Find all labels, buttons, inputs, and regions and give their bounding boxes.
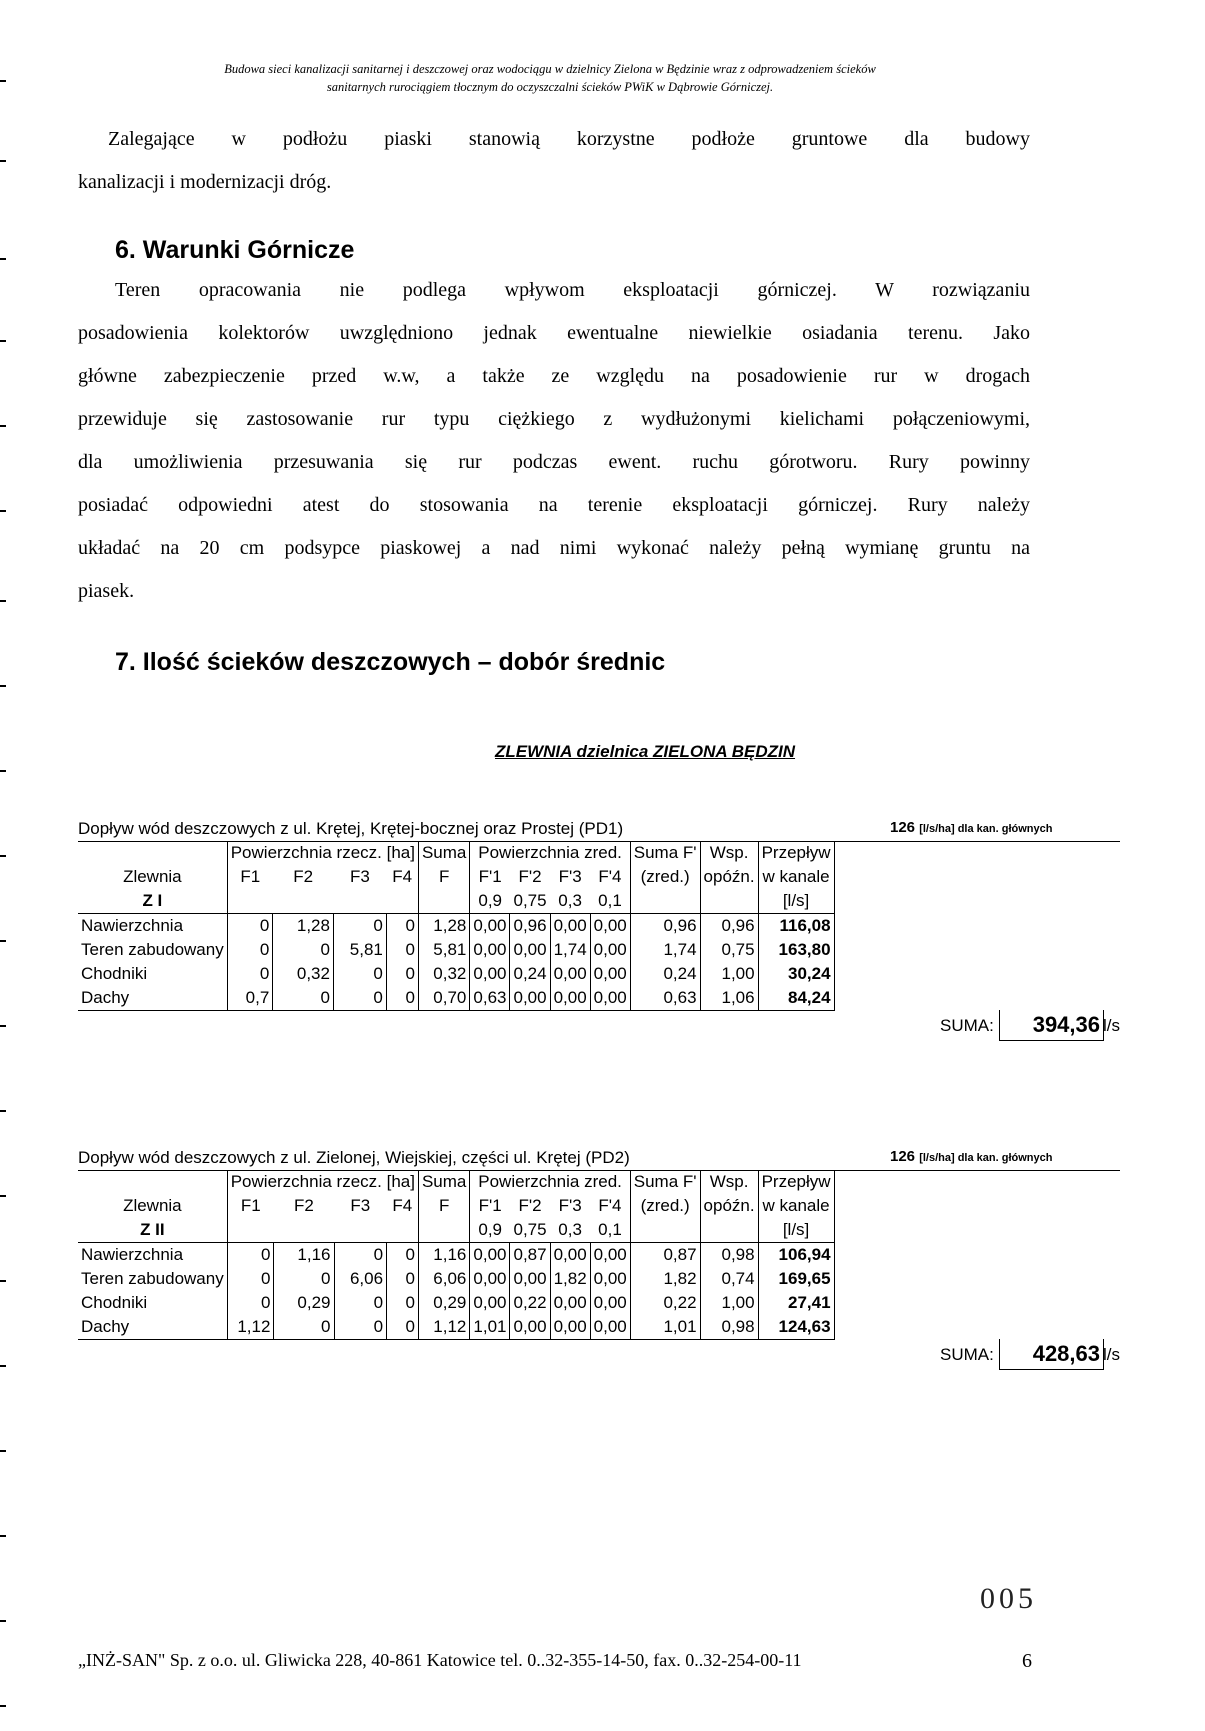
- table-cell: 0,63: [630, 986, 700, 1011]
- header-cell: F'4: [590, 865, 630, 889]
- header-cell: F2: [294, 1196, 314, 1215]
- sum-value: 428,63: [999, 1339, 1104, 1370]
- table-cell: 0: [274, 1315, 334, 1340]
- table-cell: 0: [386, 962, 418, 986]
- header-cell: Zlewnia: [78, 865, 227, 889]
- table-cell: 0,00: [550, 914, 590, 939]
- table-cell: 0: [386, 938, 418, 962]
- table-cell: 0: [387, 1243, 419, 1268]
- flow-cell: 30,24: [758, 962, 834, 986]
- table-cell: 0: [227, 1291, 274, 1315]
- table-cell: 1,00: [700, 1291, 758, 1315]
- row-label: Dachy: [78, 986, 227, 1011]
- row-label: Nawierzchnia: [78, 914, 227, 939]
- header-cell: w kanale: [758, 865, 834, 889]
- table-row: [78, 962, 834, 986]
- table-cell: 5,81: [418, 938, 469, 962]
- row-label: Dachy: [78, 1315, 227, 1340]
- table-cell: 0: [334, 1315, 387, 1340]
- paragraph-line: piasek.: [78, 580, 135, 602]
- table-cell: 0,32: [273, 962, 334, 986]
- header-cell: F: [418, 865, 469, 889]
- header-cell: [78, 841, 227, 865]
- table-cell: 0,75: [700, 938, 758, 962]
- table-grid: [78, 1170, 835, 1340]
- table-cell: 0,00: [590, 1291, 630, 1315]
- reduction-coef: 0,3: [550, 1218, 590, 1243]
- table-cell: 1,16: [274, 1243, 334, 1268]
- margin-mark: [0, 340, 6, 342]
- table-cell: 5,81: [333, 938, 386, 962]
- table-cell: 0,00: [510, 1315, 550, 1340]
- table-cell: 0,98: [700, 1243, 758, 1268]
- header-row-3: [78, 889, 834, 914]
- reduction-coef: 0,9: [470, 889, 510, 914]
- header-cell: F1: [240, 1196, 261, 1215]
- table-cell: 0,00: [510, 938, 550, 962]
- header-row-3: [78, 1218, 834, 1243]
- table-cell: 0,00: [590, 1243, 630, 1268]
- table-cell: 1,01: [630, 1315, 700, 1340]
- table-row: [78, 1291, 834, 1315]
- table-cell: 0,00: [590, 938, 630, 962]
- table-cell: 0: [333, 914, 386, 939]
- section-6-paragraph: [115, 269, 1030, 312]
- row-label: Teren zabudowany: [78, 1267, 227, 1291]
- header-cell: Przepływ: [758, 841, 834, 865]
- header-cell: F2: [293, 867, 314, 886]
- table-cell: 0: [273, 986, 334, 1011]
- header-cell: [78, 1170, 227, 1194]
- header-cell: Wsp.: [700, 1170, 758, 1194]
- table-cell: 0: [227, 938, 273, 962]
- table-cell: 0: [273, 938, 334, 962]
- catchment-id: Z II: [78, 1218, 227, 1243]
- margin-mark: [0, 1110, 6, 1112]
- table-cell: 0,74: [700, 1267, 758, 1291]
- reduction-coef: 0,1: [590, 1218, 630, 1243]
- table-row: [78, 1243, 834, 1268]
- table-cell: 0,00: [470, 1267, 510, 1291]
- table-cell: 0: [386, 986, 418, 1011]
- reduction-coef: 0,75: [510, 1218, 550, 1243]
- header-row-1: [78, 1170, 834, 1194]
- header-row-1: [78, 841, 834, 865]
- catchment-subtitle: ZLEWNIA dzielnica ZIELONA BĘDZIN: [495, 742, 796, 761]
- table-cell: 0: [386, 914, 418, 939]
- table-cell: 0,00: [470, 1291, 510, 1315]
- row-label: Nawierzchnia: [78, 1243, 227, 1268]
- table-cell: 0,22: [630, 1291, 700, 1315]
- table-cell: 0,32: [418, 962, 469, 986]
- table-caption: [78, 817, 1120, 842]
- row-label: Teren zabudowany: [78, 938, 227, 962]
- table-cell: 0,24: [510, 962, 550, 986]
- table-cell: 0,00: [590, 986, 630, 1011]
- paragraph-line: Teren opracowania nie podlega wpływom eksploatacji górniczej. W rozwiązaniu: [115, 279, 1030, 301]
- margin-mark: [0, 80, 6, 82]
- table-cell: 1,28: [273, 914, 334, 939]
- rate-value: 126: [890, 819, 916, 836]
- margin-mark: [0, 1620, 6, 1622]
- margin-mark: [0, 425, 6, 427]
- header-cell: Suma: [418, 1170, 469, 1194]
- reduction-coef: 0,9: [470, 1218, 510, 1243]
- table-cell: 0,29: [274, 1291, 334, 1315]
- table-grid: [78, 841, 835, 1011]
- header-cell: (zred.): [630, 1194, 700, 1218]
- rate-unit: [l/s/ha] dla kan. głównych: [919, 823, 1053, 835]
- margin-mark: [0, 685, 6, 687]
- margin-mark: [0, 855, 6, 857]
- table-cell: 1,74: [630, 938, 700, 962]
- sum-unit: l/s: [1103, 1345, 1120, 1364]
- table-cell: 0,00: [550, 1243, 590, 1268]
- table-cell: 0,00: [470, 914, 510, 939]
- table-cell: 1,00: [700, 962, 758, 986]
- header-cell: F'4: [590, 1194, 630, 1218]
- margin-mark: [0, 258, 6, 260]
- table-cell: 1,16: [418, 1243, 469, 1268]
- table-cell: 1,82: [630, 1267, 700, 1291]
- header-row-2: [78, 865, 834, 889]
- header-cell: F'2: [518, 1196, 542, 1215]
- header-cell: F1: [240, 867, 261, 886]
- header-line: sanitarnych rurociągiem tłocznym do oczyszczalni ścieków PWiK w Dąbrowie Górniczej.: [326, 80, 774, 94]
- flow-cell: 84,24: [758, 986, 834, 1011]
- header-cell: F'2: [518, 867, 542, 886]
- header-cell: Suma F': [630, 1170, 700, 1194]
- table-cell: 0,00: [470, 962, 510, 986]
- margin-mark: [0, 1365, 6, 1367]
- table-cell: 0,00: [510, 1267, 550, 1291]
- table-row: [78, 938, 834, 962]
- table-cell: 0,00: [550, 1291, 590, 1315]
- paragraph-line: główne zabezpieczenie przed w.w, a także ze względu na posadowienie rur w drogach: [78, 365, 1030, 387]
- header-cell: w kanale: [758, 1194, 834, 1218]
- header-row-2: [78, 1194, 834, 1218]
- sum-unit: l/s: [1103, 1016, 1120, 1035]
- header-cell: F4: [386, 865, 418, 889]
- header-cell: F4: [387, 1194, 419, 1218]
- table-cell: 0,96: [700, 914, 758, 939]
- margin-mark: [0, 600, 6, 602]
- flow-cell: 163,80: [758, 938, 834, 962]
- table-row: [78, 1315, 834, 1340]
- table-cell: 1,06: [700, 986, 758, 1011]
- paragraph-line: kanalizacji i modernizacji dróg.: [78, 171, 332, 193]
- intro-paragraph: [108, 118, 1030, 161]
- table-cell: 0: [387, 1291, 419, 1315]
- margin-mark: [0, 1280, 6, 1282]
- table-cell: 0,00: [590, 1267, 630, 1291]
- company-footer: „INŻ-SAN" Sp. z o.o. ul. Gliwicka 228, 40-861 Katowice tel. 0..32-355-14-50, fax. 0..32-254-00-11: [78, 1650, 802, 1670]
- table-cell: 1,01: [470, 1315, 510, 1340]
- table-cell: 0,70: [418, 986, 469, 1011]
- table-cell: 0,98: [700, 1315, 758, 1340]
- table-cell: 0: [274, 1267, 334, 1291]
- paragraph-line: dla umożliwienia przesuwania się rur podczas ewent. ruchu górotworu. Rury powinny: [78, 451, 1030, 473]
- paragraph-line: posiadać odpowiedni atest do stosowania na terenie eksploatacji górniczej. Rury należy: [78, 494, 1030, 516]
- header-cell: F'1: [478, 867, 502, 886]
- reduction-coef: 0,3: [550, 889, 590, 914]
- sum-label: SUMA:: [940, 1345, 994, 1364]
- row-label: Chodniki: [78, 1291, 227, 1315]
- section-6-heading: 6. Warunki Górnicze: [115, 236, 355, 264]
- margin-mark: [0, 770, 6, 772]
- table-cell: 0: [334, 1243, 387, 1268]
- section-6-paragraph-cont: [78, 312, 1030, 613]
- header-cell: F'1: [478, 1196, 502, 1215]
- paragraph-line: Zalegające w podłożu piaski stanowią korzystne podłoże gruntowe dla budowy: [108, 128, 1030, 150]
- table-caption: [78, 1146, 1120, 1171]
- reduction-coef: 0,1: [590, 889, 630, 914]
- flow-unit: [l/s]: [758, 1218, 834, 1243]
- header-cell: Powierzchnia zred.: [470, 841, 630, 865]
- header-cell: opóźn.: [700, 865, 758, 889]
- header-cell: F: [418, 1194, 469, 1218]
- row-label: Chodniki: [78, 962, 227, 986]
- header-cell: F'3: [558, 867, 582, 886]
- paragraph-line: przewiduje się zastosowanie rur typu ciężkiego z wydłużonymi kielichami połączeniowymi,: [78, 408, 1030, 430]
- header-cell: Powierzchnia zred.: [470, 1170, 630, 1194]
- table-cell: 0,63: [470, 986, 510, 1011]
- header-cell: Powierzchnia rzecz. [ha]: [227, 1170, 418, 1194]
- header-cell: Przepływ: [758, 1170, 834, 1194]
- table-cell: 0: [227, 914, 273, 939]
- table-cell: 1,12: [227, 1315, 274, 1340]
- table-caption-text: Dopływ wód deszczowych z ul. Krętej, Krętej-bocznej oraz Prostej (PD1): [78, 819, 624, 838]
- table-cell: 6,06: [334, 1267, 387, 1291]
- header-cell: Zlewnia: [78, 1194, 227, 1218]
- table-cell: 0: [387, 1315, 419, 1340]
- header-cell: Powierzchnia rzecz. [ha]: [227, 841, 418, 865]
- running-header: [100, 60, 1000, 96]
- table-cell: 6,06: [418, 1267, 469, 1291]
- table-cell: 0,87: [630, 1243, 700, 1268]
- table-row: [78, 1267, 834, 1291]
- page-number: 6: [1022, 1650, 1032, 1672]
- table-cell: 0,00: [550, 986, 590, 1011]
- table-cell: 0,00: [470, 1243, 510, 1268]
- catchment-id: Z I: [78, 889, 227, 914]
- table-cell: 0,29: [418, 1291, 469, 1315]
- header-cell: (zred.): [630, 865, 700, 889]
- margin-mark: [0, 510, 6, 512]
- table-cell: 0,87: [510, 1243, 550, 1268]
- table-cell: 0: [227, 962, 273, 986]
- table-cell: 0,00: [550, 962, 590, 986]
- table-cell: 0,00: [550, 1315, 590, 1340]
- section-7-heading: 7. Ilość ścieków deszczowych – dobór średnic: [115, 648, 666, 676]
- header-cell: Suma: [418, 841, 469, 865]
- margin-mark: [0, 1705, 6, 1707]
- flow-cell: 106,94: [758, 1243, 834, 1268]
- margin-mark: [0, 1195, 6, 1197]
- table-cell: 1,12: [418, 1315, 469, 1340]
- table-cell: 0: [227, 1267, 274, 1291]
- table-cell: 0,00: [590, 914, 630, 939]
- rate-unit: [l/s/ha] dla kan. głównych: [919, 1152, 1053, 1164]
- table-cell: 0,00: [590, 1315, 630, 1340]
- table-cell: 0,00: [470, 938, 510, 962]
- table-cell: 0,7: [227, 986, 273, 1011]
- paragraph-line: układać na 20 cm podsypce piaskowej a nad nimi wykonać należy pełną wymianę gruntu na: [78, 537, 1030, 559]
- margin-mark: [0, 1450, 6, 1452]
- paragraph-line: posadowienia kolektorów uwzględniono jednak ewentualne niewielkie osiadania terenu. Jako: [78, 322, 1030, 344]
- flow-unit: [l/s]: [758, 889, 834, 914]
- table-cell: 0,22: [510, 1291, 550, 1315]
- table-cell: 0,24: [630, 962, 700, 986]
- table-cell: 1,82: [550, 1267, 590, 1291]
- margin-mark: [0, 1535, 6, 1537]
- table-cell: 0: [334, 1291, 387, 1315]
- header-cell: F3: [350, 1196, 371, 1215]
- flow-cell: 27,41: [758, 1291, 834, 1315]
- flow-cell: 169,65: [758, 1267, 834, 1291]
- table-cell: 0,96: [510, 914, 550, 939]
- table-row: [78, 986, 834, 1011]
- rainfall-rate: [890, 819, 1052, 836]
- table-cell: 0: [333, 962, 386, 986]
- table-cell: 0,96: [630, 914, 700, 939]
- reduction-coef: 0,75: [510, 889, 550, 914]
- table-cell: 0,00: [590, 962, 630, 986]
- table-cell: 0: [227, 1243, 274, 1268]
- header-cell: opóźn.: [700, 1194, 758, 1218]
- header-cell: F3: [349, 867, 370, 886]
- flow-cell: 116,08: [758, 914, 834, 939]
- margin-mark: [0, 160, 6, 162]
- table-cell: 1,74: [550, 938, 590, 962]
- header-line: Budowa sieci kanalizacji sanitarnej i deszczowej oraz wodociągu w dzielnicy Zielona w Będzinie wraz z odprowadzeniem ścieków: [224, 62, 876, 76]
- header-cell: F'3: [558, 1196, 582, 1215]
- table-cell: 0: [387, 1267, 419, 1291]
- header-cell: Wsp.: [700, 841, 758, 865]
- page-stamp: 005: [980, 1582, 1037, 1615]
- margin-mark: [0, 1025, 6, 1027]
- flow-cell: 124,63: [758, 1315, 834, 1340]
- sum-value: 394,36: [999, 1010, 1104, 1041]
- header-cell: Suma F': [630, 841, 700, 865]
- table-cell: 0,00: [510, 986, 550, 1011]
- table-cell: 0: [333, 986, 386, 1011]
- table-row: [78, 914, 834, 939]
- rainfall-rate: [890, 1148, 1052, 1165]
- table-caption-text: Dopływ wód deszczowych z ul. Zielonej, Wiejskiej, części ul. Krętej (PD2): [78, 1148, 630, 1167]
- margin-mark: [0, 940, 6, 942]
- intro-paragraph-cont: [78, 161, 1030, 204]
- sum-label: SUMA:: [940, 1016, 994, 1035]
- table-cell: 1,28: [418, 914, 469, 939]
- rate-value: 126: [890, 1148, 916, 1165]
